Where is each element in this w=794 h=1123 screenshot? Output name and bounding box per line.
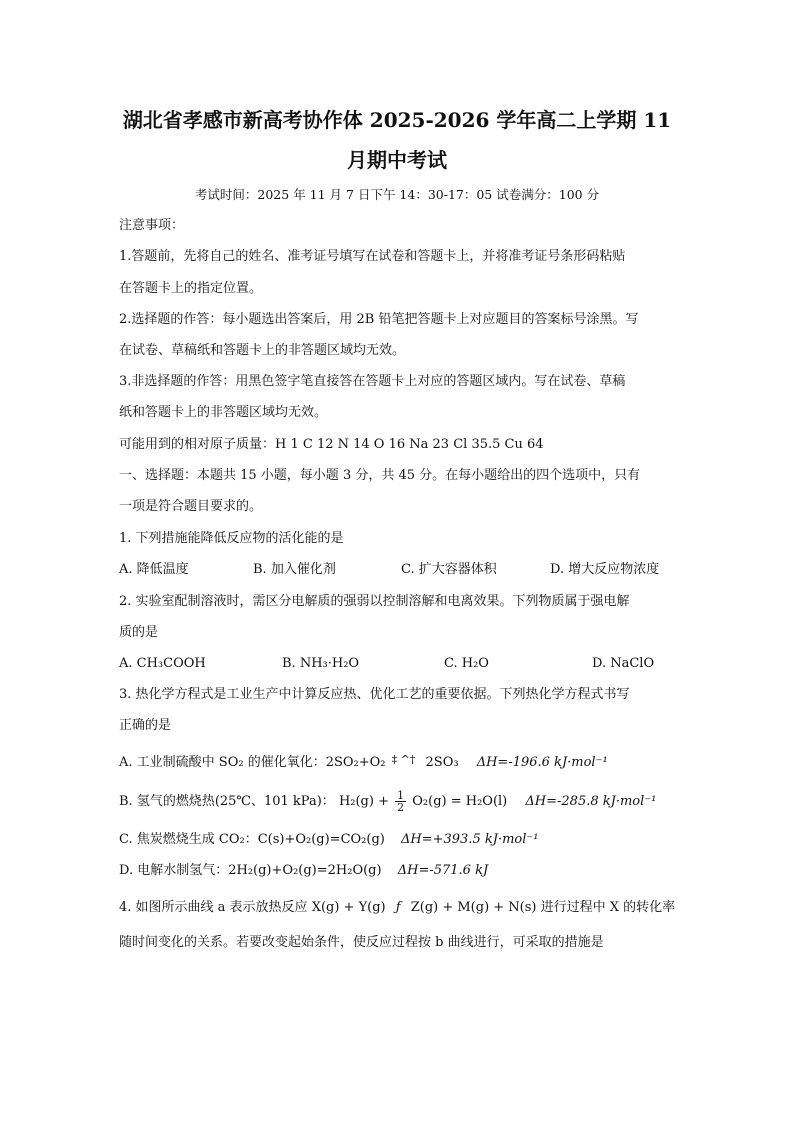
q1-option-b: B. 加入催化剂 <box>253 562 336 577</box>
q3-option-a-product: 2SO₃ <box>425 755 459 770</box>
notice-item2-line2: 在试卷、草稿纸和答题卡上的非答题区域均无效。 <box>119 343 406 358</box>
q1-option-a: A. 降低温度 <box>119 562 189 577</box>
q3-option-b <box>119 790 656 813</box>
q3-option-d <box>119 863 488 879</box>
notice-heading: 注意事项： <box>119 218 185 233</box>
q3-option-b-enthalpy: ΔH=-285.8 kJ·mol⁻¹ <box>525 794 657 809</box>
q4-eq-products: Z(g) + M(g) + N(s) <box>410 900 537 915</box>
q2-stem-line2: 质的是 <box>119 625 159 640</box>
q2-stem-line1: 2. 实验室配制溶液时，需区分电解质的强弱以控制溶解和电离效果。下列物质属于强电解 <box>119 594 630 609</box>
q3-option-c-enthalpy: ΔH=+393.5 kJ·mol⁻¹ <box>401 832 539 847</box>
notice-item1-line1: 1.答题前，先将自己的姓名、准考证号填写在试卷和答题卡上，并将准考证号条形码粘贴 <box>119 249 626 264</box>
q3-option-a-text: A. 工业制硫酸中 SO₂ 的催化氧化：2SO₂+O₂ <box>119 755 386 770</box>
atomic-masses: 可能用到的相对原子质量：H 1 C 12 N 14 O 16 Na 23 Cl 35.5 Cu 64 <box>119 437 544 452</box>
exam-title-line2: 月期中考试 <box>347 148 447 172</box>
q3-option-d-text: D. 电解水制氢气：2H₂(g)+O₂(g)=2H₂O(g) <box>119 863 382 878</box>
q3-stem-line2: 正确的是 <box>119 718 172 733</box>
q1-option-d: D. 增大反应物浓度 <box>550 562 660 577</box>
q4-stem-line2: 随时间变化的关系。若要改变起始条件，使反应过程按 b 曲线进行，可采取的措施是 <box>119 935 604 950</box>
q3-option-b-text: B. 氢气的燃烧热(25℃、101 kPa)： <box>119 794 335 809</box>
q2-option-c: C. H₂O <box>444 656 489 671</box>
fraction-numerator: 1 <box>397 789 405 802</box>
q1-stem: 1. 下列措施能降低反应物的活化能的是 <box>119 531 344 546</box>
fraction-denominator: 2 <box>397 801 405 814</box>
q3-option-b-eq-left: H₂(g) + <box>338 794 394 809</box>
reversible-arrow-icon: ‡ ^† <box>391 753 416 766</box>
q2-option-a: A. CH₃COOH <box>119 656 206 671</box>
reversible-symbol-icon: ƒ <box>395 900 401 915</box>
notice-item3-line2: 纸和答题卡上的非答题区域均无效。 <box>119 405 328 420</box>
q3-option-c-text: C. 焦炭燃烧生成 CO₂：C(s)+O₂(g)=CO₂(g) <box>119 832 385 847</box>
q3-option-d-enthalpy: ΔH=-571.6 kJ <box>397 863 489 878</box>
fraction <box>395 790 406 813</box>
q4-stem-line1 <box>119 900 675 916</box>
q4-stem-line1-b: 进行过程中 X 的转化率 <box>540 900 676 915</box>
exam-info: 考试时间：2025 年 11 月 7 日下午 14：30-17：05 试卷满分：100 分 <box>194 187 600 202</box>
q1-option-c: C. 扩大容器体积 <box>401 562 497 577</box>
q2-option-d: D. NaClO <box>592 656 655 671</box>
q4-eq-reactants: X(g) + Y(g) <box>311 900 386 915</box>
q3-option-a <box>119 755 608 771</box>
q3-stem-line1: 3. 热化学方程式是工业生产中计算反应热、优化工艺的重要依据。下列热化学方程式书写 <box>119 687 630 702</box>
q3-option-c <box>119 832 538 848</box>
section1-line2: 一项是符合题目要求的。 <box>119 499 263 514</box>
q3-option-b-eq-right: O₂(g) = H₂O(l) <box>412 794 508 809</box>
q3-option-a-enthalpy: ΔH=-196.6 kJ·mol⁻¹ <box>476 755 608 770</box>
q2-option-b: B. NH₃·H₂O <box>282 656 360 671</box>
notice-item1-line2: 在答题卡上的指定位置。 <box>119 281 263 296</box>
section1-line1: 一、选择题：本题共 15 小题，每小题 3 分，共 45 分。在每小题给出的四个选项中，只有 <box>119 468 641 483</box>
q4-stem-line1-a: 4. 如图所示曲线 a 表示放热反应 <box>119 900 312 915</box>
notice-item3-line1: 3.非选择题的作答：用黑色签字笔直接答在答题卡上对应的答题区域内。写在试卷、草稿 <box>119 374 626 389</box>
exam-title-line1: 湖北省孝感市新高考协作体 2025-2026 学年高二上学期 11 <box>122 108 672 132</box>
notice-item2-line1: 2.选择题的作答：每小题选出答案后，用 2B 铅笔把答题卡上对应题目的答案标号涂黑。写 <box>119 312 639 327</box>
